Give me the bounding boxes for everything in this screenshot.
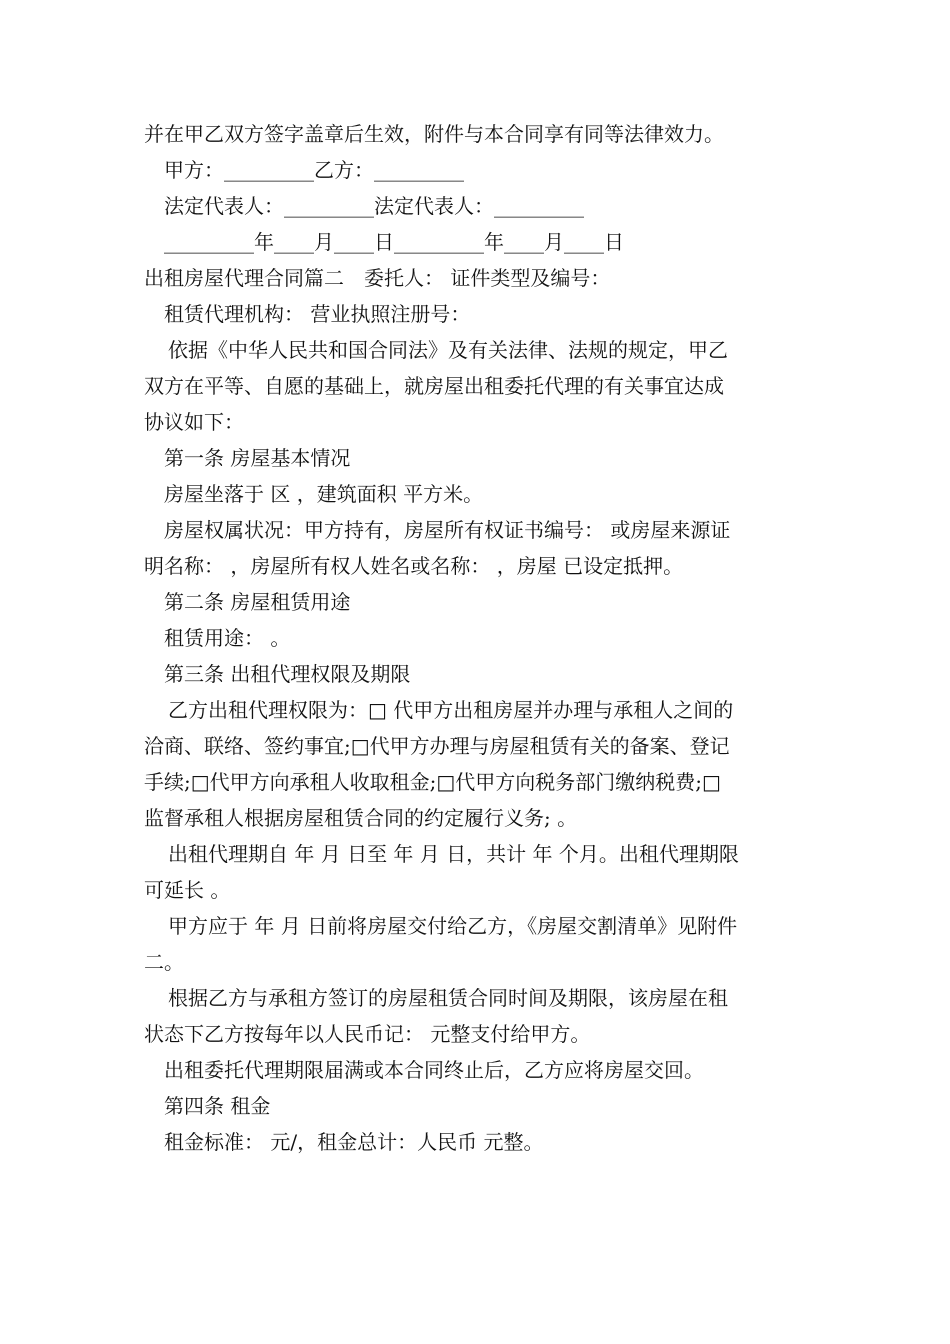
- paragraph-line: 明名称： ，房屋所有权人姓名或名称： ，房屋 已设定抵押。: [144, 554, 684, 578]
- paragraph-line: 房屋权属状况：甲方持有，房屋所有权证书编号： 或房屋来源证: [164, 518, 731, 542]
- paragraph-line: 根据乙方与承租方签订的房屋租赁合同时间及期限，该房屋在租: [168, 986, 728, 1010]
- paragraph-line: 监督承租人根据房屋租赁合同的约定履行义务; 。: [144, 806, 578, 830]
- document-body: [144, 116, 808, 1160]
- article-heading: 第二条 房屋租赁用途: [164, 590, 351, 614]
- paragraph-line: 租赁用途： 。: [164, 626, 291, 650]
- paragraph-line: 洽商、联络、签约事宜;□代甲方办理与房屋租赁有关的备案、登记: [144, 734, 730, 758]
- paragraph-line: 出租委托代理期限届满或本合同终止后，乙方应将房屋交回。: [164, 1058, 704, 1082]
- paragraph-line: 房屋坐落于 区 ，建筑面积 平方米。: [164, 482, 484, 506]
- paragraph-line: 二。: [144, 950, 184, 974]
- paragraph-line: 租赁代理机构： 营业执照注册号：: [164, 302, 471, 326]
- signing-date-line: _________年____月____日_________年____月____日: [164, 230, 624, 254]
- article-heading: 第四条 租金: [164, 1094, 271, 1118]
- paragraph-line: 并在甲乙双方签字盖章后生效，附件与本合同享有同等法律效力。: [144, 122, 724, 146]
- paragraph-line: 依据《中华人民共和国合同法》及有关法律、法规的规定，甲乙: [168, 338, 728, 362]
- paragraph-line: 状态下乙方按每年以人民币记： 元整支付给甲方。: [144, 1022, 591, 1046]
- paragraph-line: 可延长 。: [144, 878, 231, 902]
- section-heading: 出租房屋代理合同篇二 委托人： 证件类型及编号：: [144, 266, 611, 290]
- paragraph-line: 甲方应于 年 月 日前将房屋交付给乙方，《房屋交割清单》见附件: [168, 914, 738, 938]
- paragraph-line: 手续;□代甲方向承租人收取租金;□代甲方向税务部门缴纳税费;□: [144, 770, 721, 794]
- party-signature-line: 甲方：_________乙方：_________: [164, 158, 464, 182]
- article-heading: 第三条 出租代理权限及期限: [164, 662, 411, 686]
- paragraph-line: 出租代理期自 年 月 日至 年 月 日，共计 年 个月。出租代理期限: [168, 842, 739, 866]
- paragraph-line: 乙方出租代理权限为：□ 代甲方出租房屋并办理与承租人之间的: [168, 698, 734, 722]
- paragraph-line: 协议如下：: [144, 410, 244, 434]
- legal-representative-line: 法定代表人：_________法定代表人：_________: [164, 194, 584, 218]
- paragraph-line: 双方在平等、自愿的基础上，就房屋出租委托代理的有关事宜达成: [144, 374, 724, 398]
- paragraph-line: 租金标准： 元/，租金总计：人民币 元整。: [164, 1130, 544, 1154]
- article-heading: 第一条 房屋基本情况: [164, 446, 351, 470]
